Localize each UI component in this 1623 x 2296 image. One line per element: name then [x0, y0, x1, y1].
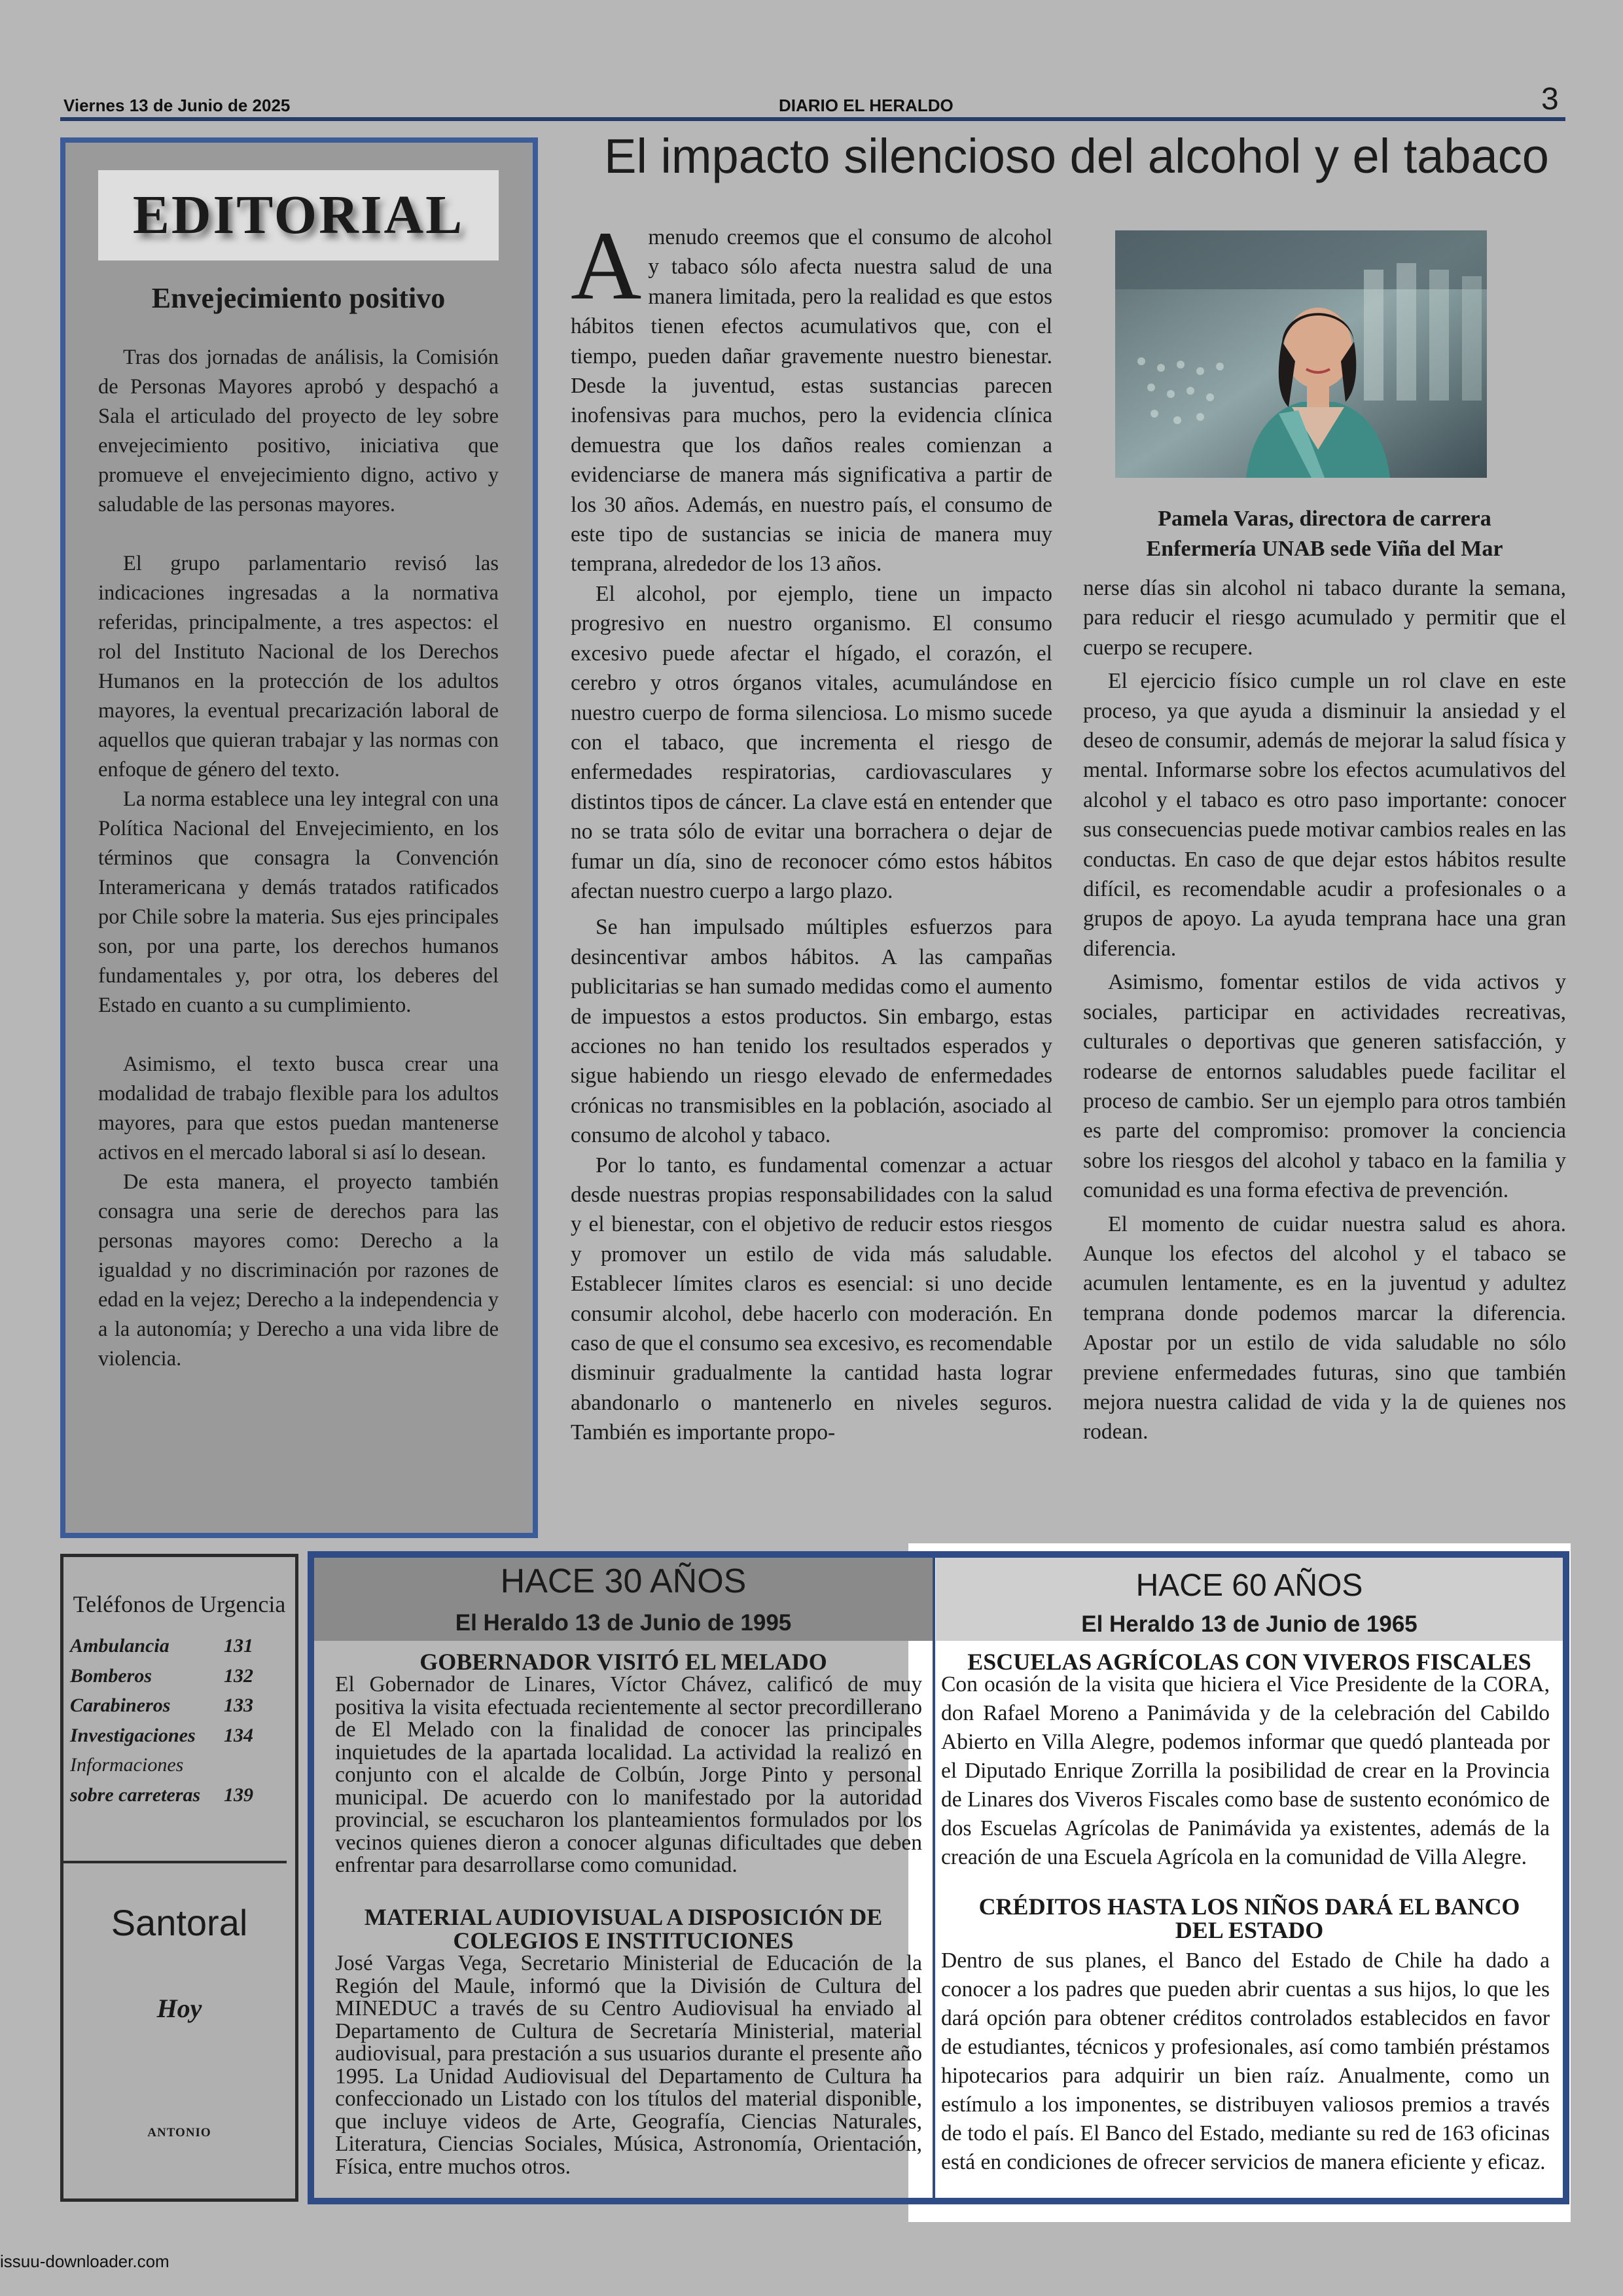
page-number: 3	[1541, 82, 1559, 117]
phone-row: Investigaciones 134	[70, 1724, 253, 1746]
phone-row: Bomberos 132	[70, 1664, 253, 1687]
hace30-story1-text: El Gobernador de Linares, Víctor Chávez, calificó de muy positiva la visita efectuada recientemente al sector precordillerano de El Melado con la finalidad de conocer las principales inquietudes de la apartada localidad. La actividad la realizó en conjunto con el alcalde de Colbún, Jorge Pinto y personal municipal. De acuerdo con lo manifestado por la autoridad provincial, se escucharon los planteamientos formulados por los vecinos quienes dieron a conocer algunas dificultades que deben enfrentar para desarrollarse como comunidad.	[335, 1672, 922, 1877]
editorial-paragraph: Tras dos jornadas de análisis, la Comisión de Personas Mayores aprobó y despachó a Sala el articulado del proyecto de ley sobre envejecimiento positivo, iniciativa que promueve el envejecimiento digno, activo y saludable de las personas mayores.	[98, 346, 499, 516]
portrait-photo	[1115, 230, 1487, 478]
hace30-subtitle: El Heraldo 13 de Junio de 1995	[455, 1610, 792, 1636]
hace30-story2-title: MATERIAL AUDIOVISUAL A DISPOSICIÓN DE COLEGIOS E INSTITUCIONES	[364, 1904, 883, 1954]
footer-watermark: issuu-downloader.com	[0, 2251, 169, 2271]
hace60-story1-title: ESCUELAS AGRÍCOLAS CON VIVEROS FISCALES	[967, 1649, 1531, 1675]
article-paragraph: Se han impulsado múltiples esfuerzos para desincentivar ambos hábitos. A las campañas publicitarias se han sumado medidas como el aumento de impuestos a estos productos. Sin embargo, estas acciones no han tenido los resultados esperados y sigue habiendo un riesgo elevado de enfermedades crónicas no transmisibles en la población, asociado al consumo de alcohol y tabaco.	[571, 915, 1052, 1148]
article-paragraph: Amenudo creemos que el consumo de alcohol y tabaco sólo afecta nuestra salud de una manera limitada, pero la realidad es que estos hábitos tienen efectos acumulativos que, con el tiempo, pueden dañar gravemente nuestro bienestar. Desde la juventud, estas sustancias parecen inofensivas para muchos, pero la evidencia clínica demuestra que los daños reales comienzan a evidenciarse de manera más significativa a partir de los 30 años. Además, en nuestro país, el consumo de este tipo de sustancias se inicia de manera muy temprana, alrededor de los 13 años.	[571, 211, 1052, 577]
header-rule	[60, 117, 1565, 121]
editorial-paragraph: La norma establece una ley integral con una Política Nacional del Envejecimiento, en los términos que consagra la Convención Interamericana y demás tratados ratificados por Chile sobre la materia. Sus ejes principales son, por una parte, los derechos humanos fundamentales y, por otra, los deberes del Estado en cuanto a su cumplimiento.	[98, 787, 499, 1017]
article-paragraph: nerse días sin alcohol ni tabaco durante la semana, para reducir el riesgo acumulado y permitir que el cuerpo se recupere.	[1083, 576, 1566, 660]
article-paragraph: Asimismo, fomentar estilos de vida activos y sociales, participar en actividades recreativas, culturales o deportivas que generen satisfacción, y rodearse de entornos saludables puede facilitar el proceso de cambio. Ser un ejemplo para otros también es parte del compromiso: promover la conciencia sobre los riesgos del alcohol y tabaco en la familia y comunidad es una forma efectiva de prevención.	[1083, 970, 1566, 1203]
portrait-photo-illustration	[1115, 230, 1487, 478]
hace60-story2-text: Dentro de sus planes, el Banco del Estado de Chile ha dado a conocer a los padres que pueden abrir cuentas a sus hijos, lo que les dará opción para obtener créditos controlados establecidos en favor de estudiantes, técnicos y profesionales, así como también préstamos hipotecarios para adquirir un bien raíz. Anualmente, como un estímulo a los imponentes, se distribuyen valiosos premios a través de todo el país. El Banco del Estado, mediante su red de 163 oficinas está en condiciones de ofrecer servicios de manera eficiente y eficaz.	[941, 1948, 1550, 2174]
editorial-paragraph: Asimismo, el texto busca crear una modalidad de trabajo flexible para los adultos mayores, para que estos puedan mantenerse activos en el mercado laboral si así lo desean.	[98, 1052, 499, 1164]
editorial-subtitle: Envejecimiento positivo	[151, 282, 446, 314]
photo-caption: Pamela Varas, directora de carrera Enfermería UNAB sede Viña del Mar	[1146, 507, 1503, 561]
history-divider	[933, 1558, 935, 2198]
editorial-title: EDITORIAL	[98, 170, 499, 260]
newspaper-name: DIARIO EL HERALDO	[779, 96, 954, 115]
phones-divider	[62, 1861, 287, 1863]
editorial-paragraph: El grupo parlamentario revisó las indicaciones ingresadas a la normativa referidas, principalmente, a tres aspectos: el rol del Instituto Nacional de los Derechos Humanos en la protección de los adultos mayores, la eventual precarización laboral de aquellos que quieran trabajar y las normas con enfoque de género del texto.	[98, 552, 499, 781]
article-headline: El impacto silencioso del alcohol y el tabaco	[604, 129, 1549, 183]
drop-cap: A	[571, 211, 642, 320]
santoral-today: Hoy	[156, 1994, 202, 2023]
phone-row: sobre carreteras 139	[70, 1784, 253, 1806]
emergency-phones-list	[70, 1631, 293, 1810]
hace30-story1-title: GOBERNADOR VISITÓ EL MELADO	[419, 1649, 827, 1675]
santoral-title: Santoral	[111, 1902, 248, 1943]
hace60-title: HACE 60 AÑOS	[1135, 1568, 1363, 1603]
hace60-story1-text: Con ocasión de la visita que hiciera el Vice Presidente de la CORA, don Rafael Moreno a Panimávida y de la celebración del Cabildo Abierto en Villa Alegre, podemos informar que quedó planteada por el Diputado Enrique Zorrilla la posibilidad de crear en la Provincia de Linares dos Viveros Fiscales como base de sustento económico de dos Escuelas Agrícolas de Panimávida ya existentes, además de la creación de una Escuela Agrícola en la comunidad de Villa Alegre.	[941, 1672, 1550, 1869]
santoral-saint: ANTONIO	[147, 2126, 211, 2140]
hace60-subtitle: El Heraldo 13 de Junio de 1965	[1081, 1611, 1418, 1637]
article-paragraph: El alcohol, por ejemplo, tiene un impacto progresivo en nuestro organismo. El consumo excesivo puede afectar el hígado, el corazón, el cerebro y otros órganos vitales, acumulándose en nuestro cuerpo de forma silenciosa. Lo mismo sucede con el tabaco, que incrementa el riesgo de enfermedades respiratorias, cardiovasculares y distintos tipos de cáncer. La clave está en entender que no se trata sólo de evitar una borrachera o dejar de fumar un día, sino de reconocer cómo estos hábitos afectan nuestro cuerpo a largo plazo.	[571, 581, 1052, 903]
issue-date: Viernes 13 de Junio de 2025	[63, 96, 291, 115]
article-column-left	[571, 211, 1052, 1448]
phone-row: Carabineros 133	[70, 1695, 253, 1716]
article-paragraph: El momento de cuidar nuestra salud es ahora. Aunque los efectos del alcohol y el tabaco se acumulen lentamente, es en la juventud y adultez temprana donde podemos marcar la diferencia. Apostar por un estilo de vida saludable no sólo previene enfermedades futuras, sino que también mejora nuestra calidad de vida y la de quienes nos rodean.	[1083, 1211, 1566, 1444]
editorial-paragraph: De esta manera, el proyecto también consagra una serie de derechos para las personas mayores como: Derecho a la igualdad y no discriminación por razones de edad en la vejez; Derecho a la independencia y a la autonomía; y Derecho a una vida libre de violencia.	[98, 1170, 499, 1371]
article-paragraph: El ejercicio físico cumple un rol clave en este proceso, ya que ayuda a disminuir la ansiedad y el deseo de consumir, además de mejorar la salud física y mental. Informarse sobre los efectos acumulativos del alcohol y el tabaco es otro paso importante: conocer sus consecuencias puede motivar cambios reales en las conductas. En caso de que dejar estos hábitos resulte difícil, es recomendable acudir a profesionales o a grupos de apoyo. La ayuda temprana hace una gran diferencia.	[1083, 669, 1566, 961]
hace60-story2-title: CRÉDITOS HASTA LOS NIÑOS DARÁ EL BANCO DEL ESTADO	[978, 1893, 1520, 1943]
article-column-right	[1083, 573, 1566, 1447]
emergency-phones-title: Teléfonos de Urgencia	[73, 1591, 286, 1617]
phone-info-label: Informaciones	[70, 1754, 184, 1776]
editorial-body	[98, 343, 499, 1374]
article-paragraph: Por lo tanto, es fundamental comenzar a actuar desde nuestras propias responsabilidades con la salud y el bienestar, con el objetivo de reducir estos riesgos y promover un estilo de vida más saludable. Establecer límites claros es esencial: si uno decide consumir alcohol, debe hacerlo con moderación. En caso de que el consumo sea excesivo, es recomendable disminuir gradualmente la cantidad hasta lograr abandonarlo o mantenerlo en niveles seguros. También es importante propo-	[571, 1153, 1052, 1445]
phone-row: Ambulancia 131	[70, 1635, 253, 1657]
hace30-story2-text: José Vargas Vega, Secretario Ministerial de Educación de la Región del Maule, informó que la División de Cultura del MINEDUC a través de su Centro Audiovisual ha enviado al Departamento de Cultura de Secretaría Ministerial, material audiovisual, para prestación a sus usuarios durante el presente año 1995. La Unidad Audiovisual del Departamento de Cultura ha confeccionado un Listado con los títulos del material disponible, que incluye videos de Arte, Geografía, Ciencias Naturales, Literatura, Ciencias Sociales, Música, Astronomía, Orientación, Física, entre muchos otros.	[335, 1951, 922, 2179]
hace30-title: HACE 30 AÑOS	[500, 1562, 747, 1600]
